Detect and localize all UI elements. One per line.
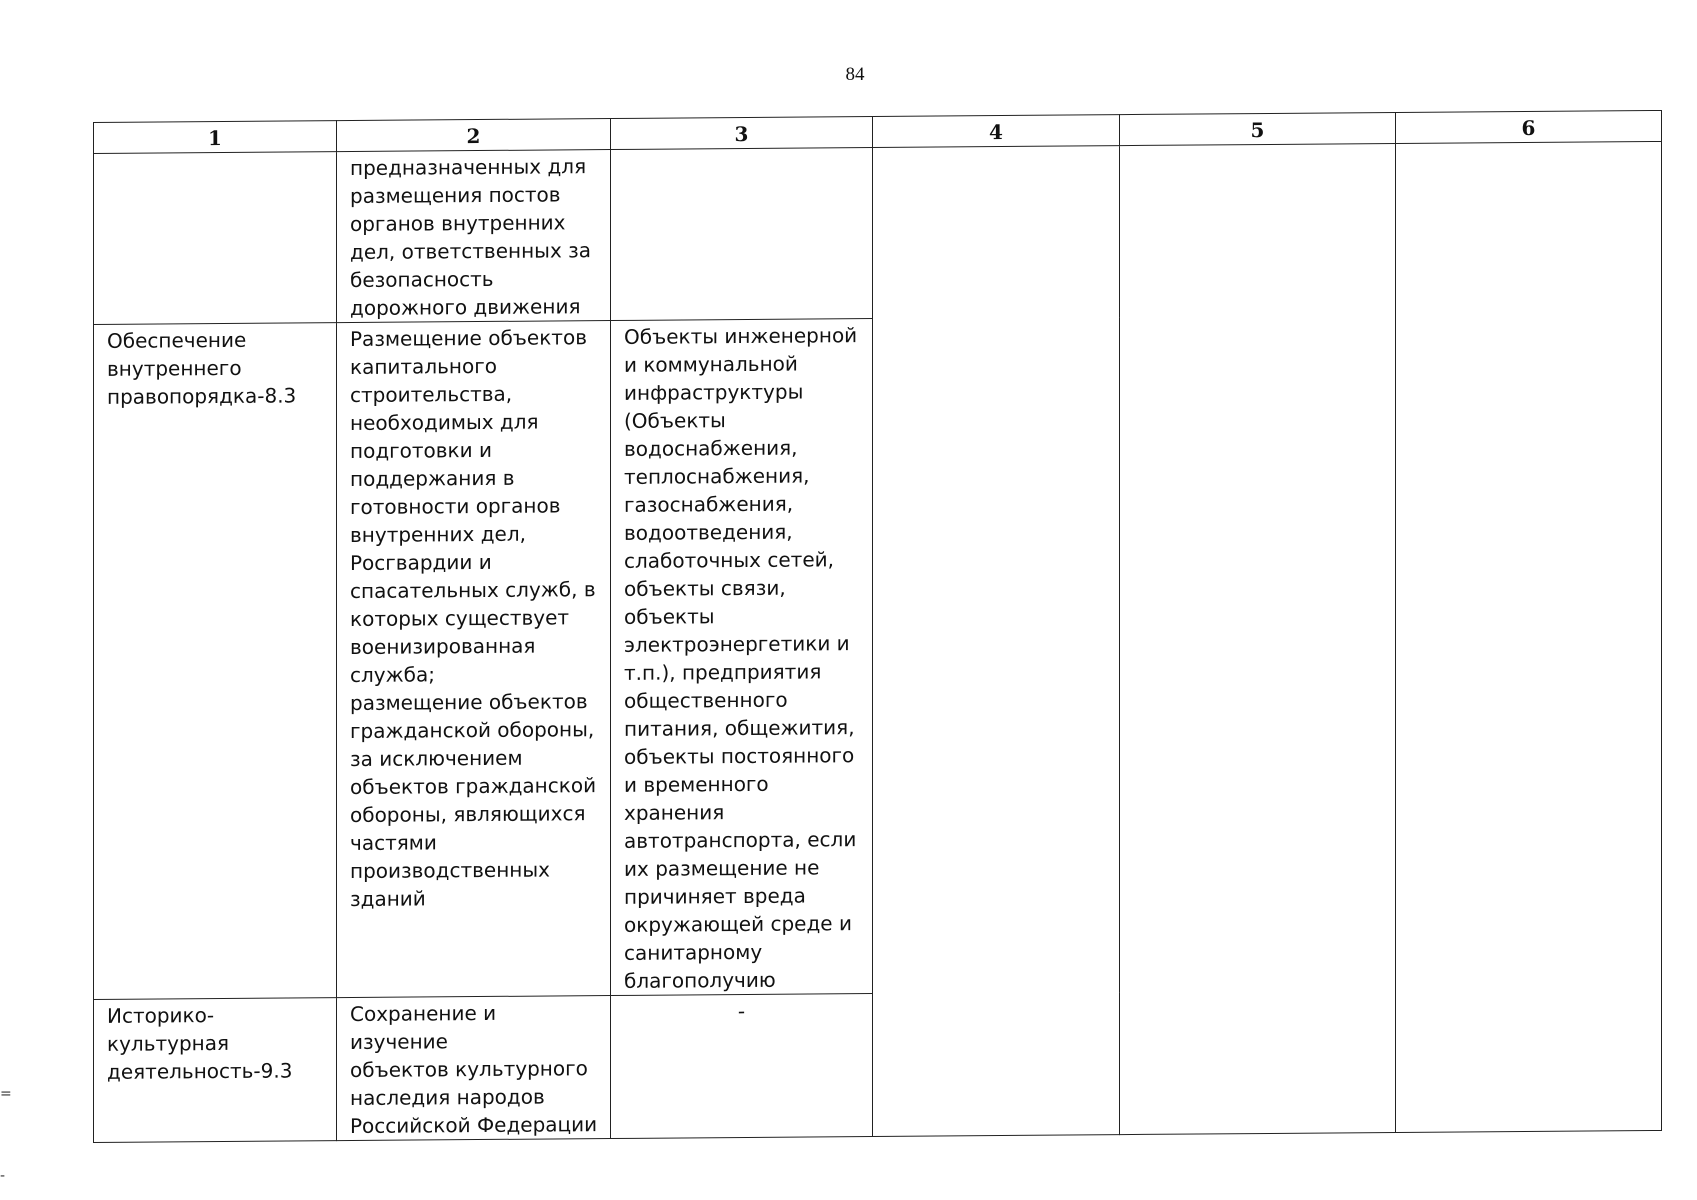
column-header-6: 6 bbox=[1396, 110, 1662, 143]
margin-mark: - bbox=[0, 1168, 6, 1184]
cell-text bbox=[1396, 142, 1661, 146]
column-header-1: 1 bbox=[94, 121, 337, 154]
page-number: 84 bbox=[845, 64, 865, 85]
cell-permitted-use-description bbox=[337, 150, 611, 323]
cell-permitted-use-description bbox=[337, 321, 611, 998]
column-header-5: 5 bbox=[1120, 112, 1396, 145]
cell-text: Сохранение и изучение объектов культурного наследия народов Российской Федерации bbox=[350, 1000, 598, 1139]
cell-permitted-use-description bbox=[337, 996, 611, 1141]
cell-land-use-type bbox=[94, 152, 337, 325]
cell-text: Историко- культурная деятельность-9.3 bbox=[107, 1003, 293, 1084]
column-header-2: 2 bbox=[337, 119, 611, 152]
cell-land-use-type bbox=[94, 998, 337, 1143]
margin-mark: = bbox=[0, 1086, 12, 1102]
cell-text bbox=[94, 152, 336, 156]
merged-cell-column-5 bbox=[1120, 143, 1396, 1134]
cell-text: Обеспечение внутреннего правопорядка-8.3 bbox=[107, 327, 297, 409]
cell-text bbox=[611, 148, 872, 152]
cell-auxiliary-use bbox=[611, 319, 873, 996]
cell-land-use-type bbox=[94, 323, 337, 1000]
cell-text: - bbox=[737, 998, 746, 1024]
cell-text bbox=[1120, 144, 1395, 148]
cell-text: предназначенных для размещения постов органов внутренних дел, ответственных за безопасность дорожного движения bbox=[350, 154, 592, 321]
cell-auxiliary-use bbox=[611, 994, 873, 1139]
table-row bbox=[94, 141, 1662, 324]
column-header-4: 4 bbox=[873, 115, 1120, 148]
merged-cell-column-4 bbox=[873, 146, 1120, 1137]
cell-auxiliary-use bbox=[611, 148, 873, 321]
cell-text: Объекты инженерной и коммунальной инфраструктуры (Объекты водоснабжения, теплоснабжения, газоснабжения, водоотведения, слаботочных сетей, объекты связи, объекты электроэнергетики и т.п.), предприятия общественного питания, общежития, объекты постоянного и временного хранения автотранспорта, если их размещение не причиняет вреда окружающей среде и санитарному благополучию bbox=[624, 323, 858, 993]
merged-cell-column-6 bbox=[1396, 141, 1662, 1132]
column-header-3: 3 bbox=[611, 117, 873, 150]
cell-text: Размещение объектов капитального строительства, необходимых для подготовки и поддержания в готовности органов внутренних дел, Росгвардии и спасательных служб, в которых существует военизированная служба; размещение объектов гражданской обороны, за исключением объектов гражданской обороны, являющихся частями производственных зданий bbox=[350, 325, 597, 912]
cell-text bbox=[873, 146, 1119, 150]
land-use-table bbox=[93, 110, 1662, 1143]
